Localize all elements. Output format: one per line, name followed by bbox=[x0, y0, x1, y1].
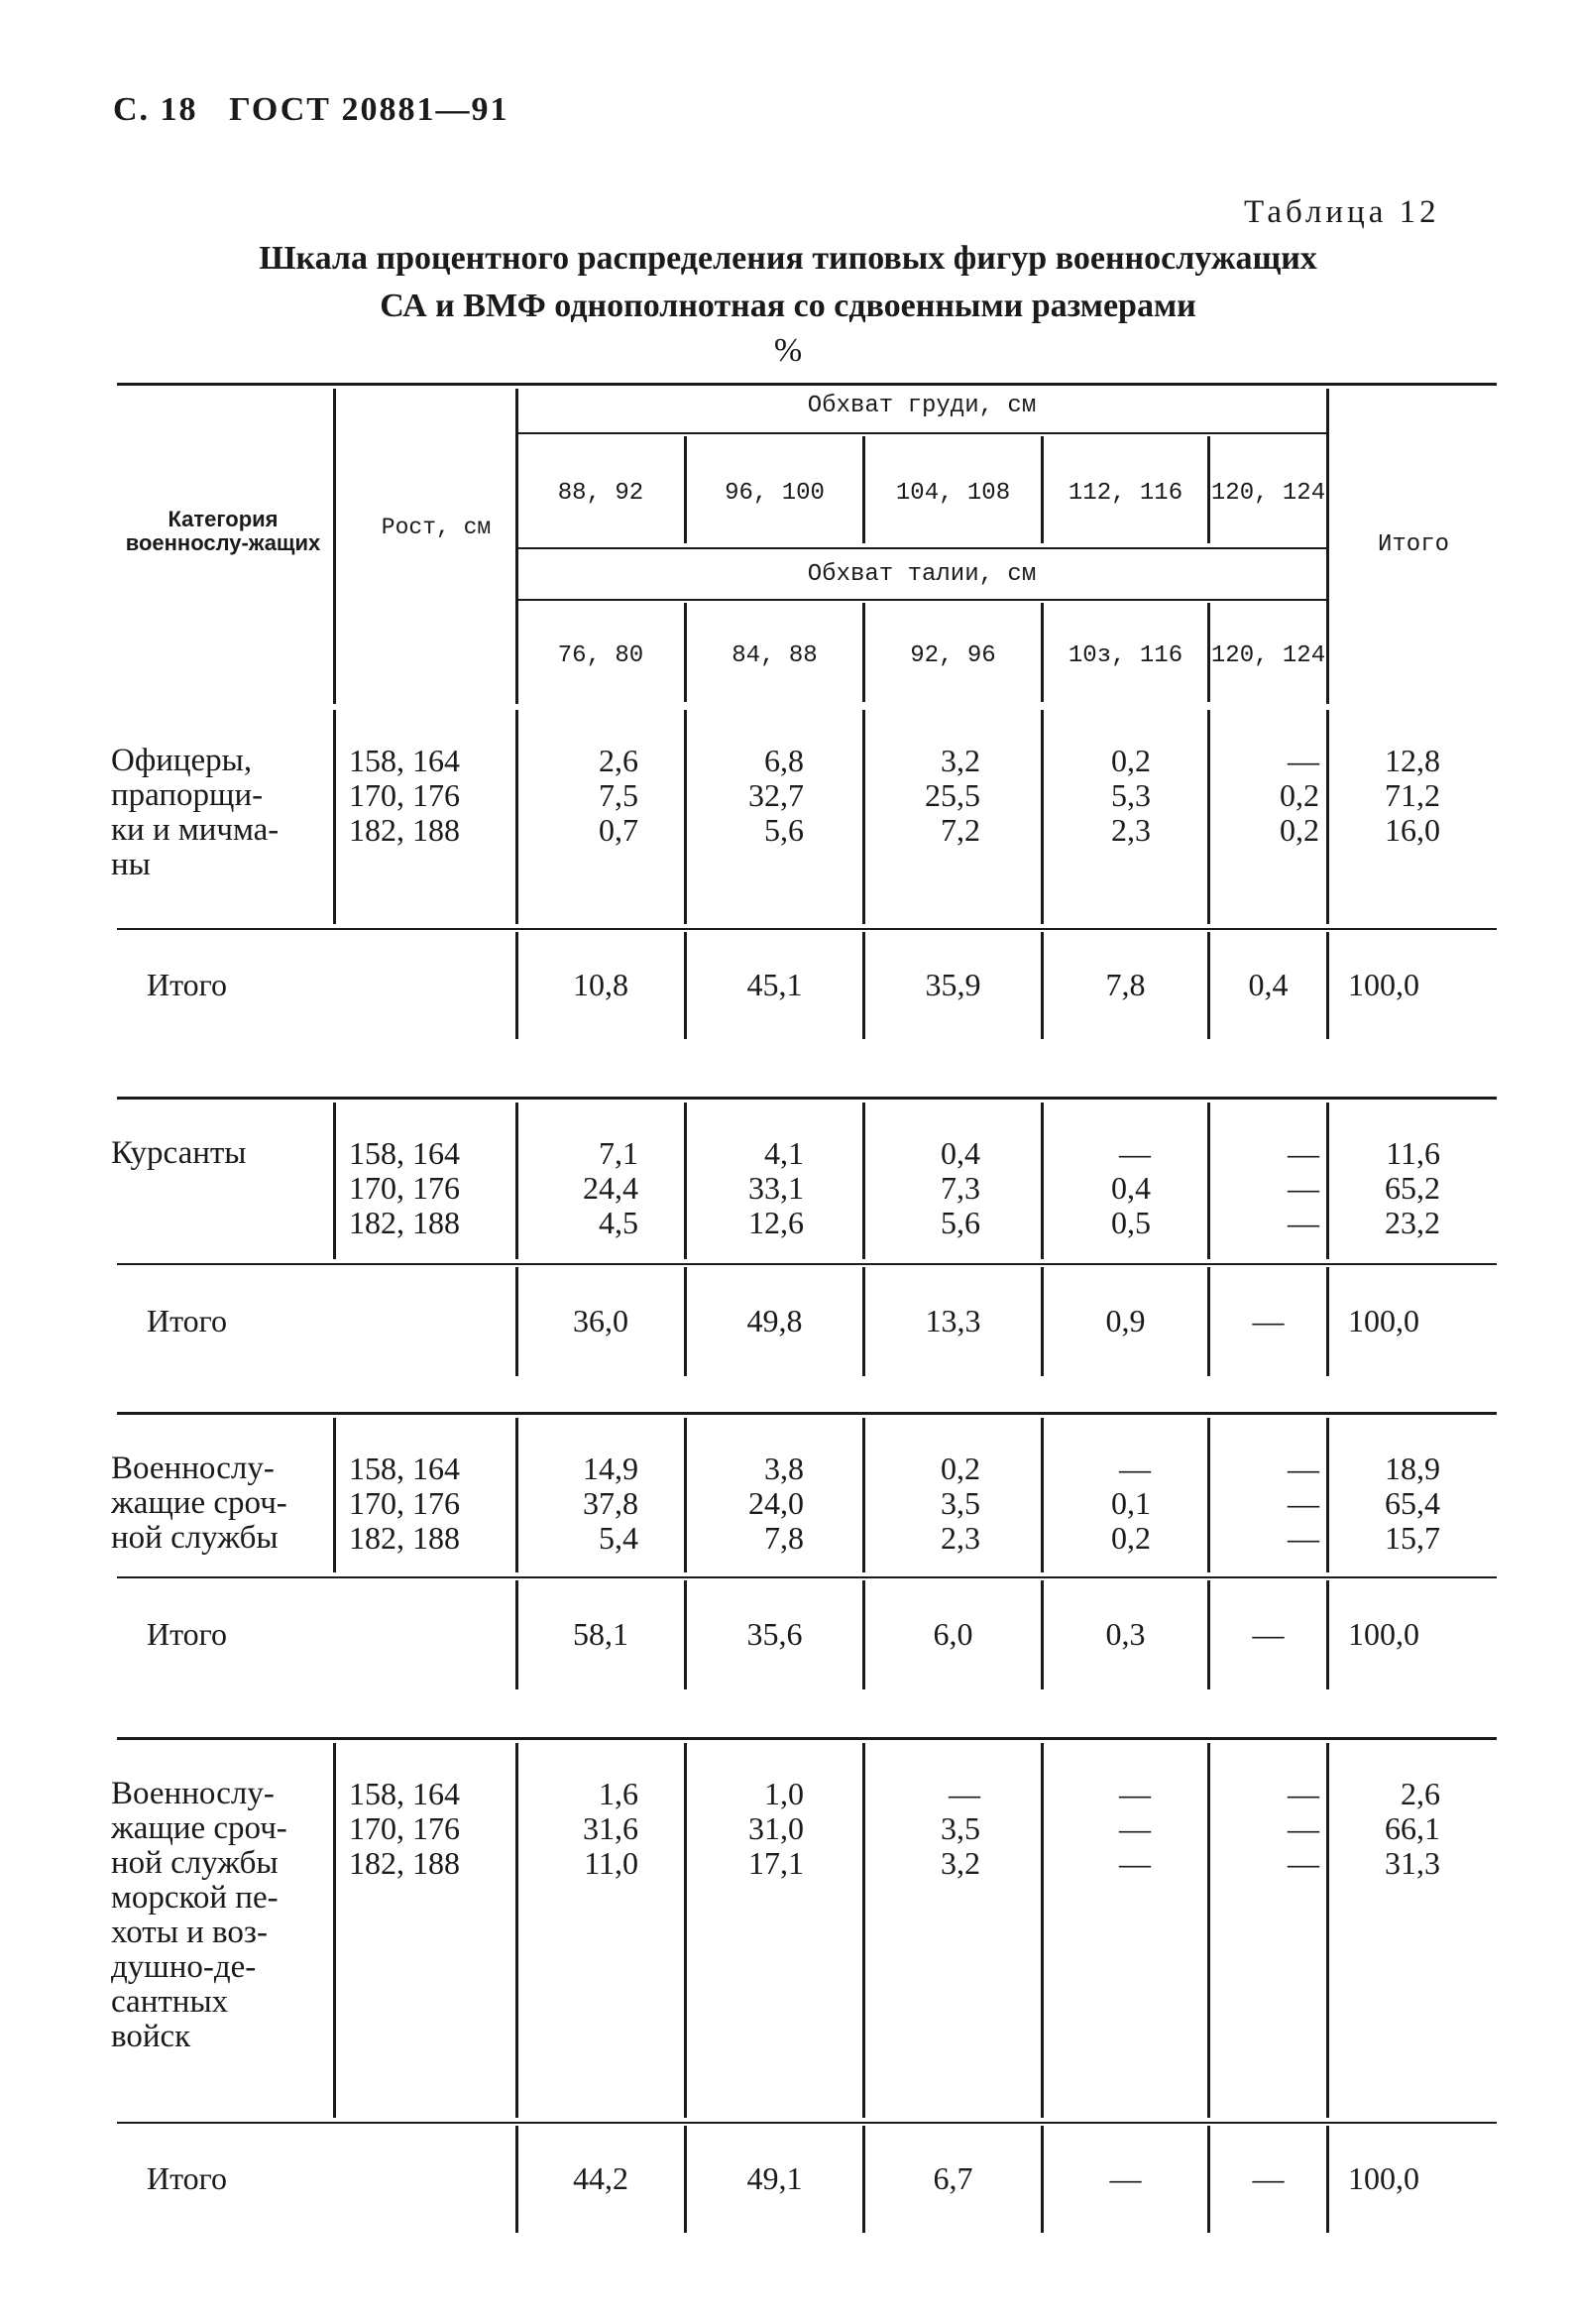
summary-cell: — bbox=[1252, 1303, 1285, 1338]
height-value: 158, 164 bbox=[349, 1135, 460, 1171]
summary-label: Итого bbox=[147, 967, 227, 1002]
data-column bbox=[1329, 1452, 1440, 1556]
header-divider bbox=[333, 389, 336, 704]
category-line: Офицеры, bbox=[111, 743, 253, 778]
data-cell: 65,2 bbox=[1385, 1170, 1440, 1206]
header-chest-5: 120, 124 bbox=[1210, 480, 1326, 507]
data-cell: 71,2 bbox=[1385, 777, 1440, 813]
data-cell: 0,2 bbox=[1111, 1520, 1151, 1556]
summary-cell: 100,0 bbox=[1348, 1616, 1419, 1652]
data-cell: 11,0 bbox=[584, 1845, 638, 1881]
height-value: 182, 188 bbox=[349, 1845, 460, 1881]
data-cell: — bbox=[1288, 1485, 1319, 1521]
data-column bbox=[687, 1452, 804, 1556]
category-line: ки и мичма- bbox=[111, 812, 280, 848]
header-rule bbox=[517, 547, 1326, 549]
unit-label: % bbox=[773, 332, 803, 369]
category-label bbox=[111, 1777, 329, 2054]
data-cell: 7,5 bbox=[599, 777, 638, 813]
summary-cell: 100,0 bbox=[1348, 1303, 1419, 1338]
category-line: жащие сроч- bbox=[111, 1485, 287, 1521]
height-value: 158, 164 bbox=[349, 743, 460, 778]
data-cell: 5,6 bbox=[941, 1205, 980, 1240]
data-cell: 12,6 bbox=[748, 1205, 804, 1240]
data-cell: 31,3 bbox=[1385, 1845, 1440, 1881]
height-value: 170, 176 bbox=[349, 777, 460, 813]
column-divider bbox=[333, 1743, 336, 2118]
category-line: ной службы bbox=[111, 1845, 279, 1881]
summary-cell: 7,8 bbox=[1105, 967, 1146, 1002]
data-column bbox=[1044, 1452, 1151, 1556]
data-cell: 31,0 bbox=[748, 1810, 804, 1846]
data-cell: — bbox=[949, 1776, 980, 1811]
header-waist-group: Обхват талии, см bbox=[807, 561, 1037, 588]
header-waist-1: 76, 80 bbox=[557, 642, 644, 669]
header-chest-group: Обхват груди, см bbox=[807, 393, 1037, 419]
category-line: сантных bbox=[111, 1984, 229, 2020]
data-column bbox=[1329, 744, 1440, 848]
header-chest-3: 104, 108 bbox=[895, 480, 1011, 507]
data-cell: 14,9 bbox=[583, 1451, 638, 1486]
summary-cell: 35,6 bbox=[746, 1616, 803, 1652]
header-waist-2: 84, 88 bbox=[732, 642, 818, 669]
table-title-line1: Шкала процентного распределения типовых фигур военнослужащих bbox=[259, 240, 1317, 277]
summary-cell: 45,1 bbox=[746, 967, 803, 1002]
data-cell: — bbox=[1288, 1170, 1319, 1206]
height-value: 182, 188 bbox=[349, 1520, 460, 1556]
data-cell: 0,2 bbox=[1280, 777, 1319, 813]
data-cell: 0,2 bbox=[941, 1451, 980, 1486]
height-values bbox=[349, 1452, 498, 1556]
data-column bbox=[687, 1777, 804, 1881]
data-cell: 0,4 bbox=[1111, 1170, 1151, 1206]
data-cell: 4,5 bbox=[599, 1205, 638, 1240]
data-column bbox=[517, 1777, 638, 1881]
section-rule bbox=[117, 1412, 1497, 1415]
summary-cell: 13,3 bbox=[925, 1303, 981, 1338]
category-line: войск bbox=[111, 2019, 191, 2054]
data-cell: — bbox=[1288, 1810, 1319, 1846]
summary-cell: 10,8 bbox=[573, 967, 628, 1002]
data-cell: 7,1 bbox=[599, 1135, 638, 1171]
summary-cell: 100,0 bbox=[1348, 2160, 1419, 2196]
category-label bbox=[111, 1136, 329, 1171]
data-cell: 1,6 bbox=[599, 1776, 638, 1811]
summary-cell: 35,9 bbox=[925, 967, 981, 1002]
category-line: Курсанты bbox=[111, 1135, 247, 1171]
height-value: 182, 188 bbox=[349, 1205, 460, 1240]
data-cell: 37,8 bbox=[583, 1485, 638, 1521]
height-values bbox=[349, 1136, 498, 1240]
summary-cell: 100,0 bbox=[1348, 967, 1419, 1002]
category-line: жащие сроч- bbox=[111, 1810, 287, 1846]
data-cell: 7,8 bbox=[764, 1520, 804, 1556]
summary-cell: 49,8 bbox=[746, 1303, 803, 1338]
column-divider bbox=[333, 1418, 336, 1572]
table-label: Таблица 12 bbox=[1244, 194, 1440, 230]
data-cell: — bbox=[1288, 1776, 1319, 1811]
data-cell: — bbox=[1288, 1451, 1319, 1486]
height-value: 170, 176 bbox=[349, 1485, 460, 1521]
data-cell: 1,0 bbox=[764, 1776, 804, 1811]
data-cell: 23,2 bbox=[1385, 1205, 1440, 1240]
data-cell: — bbox=[1119, 1451, 1151, 1486]
height-value: 158, 164 bbox=[349, 1776, 460, 1811]
data-cell: 0,2 bbox=[1111, 743, 1151, 778]
data-cell: 15,7 bbox=[1385, 1520, 1440, 1556]
data-cell: 17,1 bbox=[748, 1845, 804, 1881]
category-line: ной службы bbox=[111, 1520, 279, 1556]
data-cell: — bbox=[1288, 1205, 1319, 1240]
data-column bbox=[517, 1452, 638, 1556]
data-cell: 31,6 bbox=[583, 1810, 638, 1846]
data-cell: 24,4 bbox=[583, 1170, 638, 1206]
data-column bbox=[1044, 1136, 1151, 1240]
data-cell: 0,5 bbox=[1111, 1205, 1151, 1240]
summary-cell: 0,3 bbox=[1105, 1616, 1146, 1652]
summary-cell: 6,7 bbox=[933, 2160, 973, 2196]
data-cell: 7,3 bbox=[941, 1170, 980, 1206]
data-cell: — bbox=[1288, 1845, 1319, 1881]
column-divider bbox=[333, 1103, 336, 1259]
data-cell: — bbox=[1288, 743, 1319, 778]
data-column bbox=[865, 1777, 980, 1881]
data-column bbox=[1044, 744, 1151, 848]
data-cell: 33,1 bbox=[748, 1170, 804, 1206]
height-values bbox=[349, 744, 498, 848]
data-cell: 0,4 bbox=[941, 1135, 980, 1171]
data-cell: 3,2 bbox=[941, 743, 980, 778]
header-total: Итого bbox=[1377, 531, 1449, 558]
header-chest-4: 112, 116 bbox=[1068, 480, 1183, 507]
data-column bbox=[1210, 1136, 1319, 1240]
summary-rule bbox=[117, 928, 1497, 930]
data-cell: 66,1 bbox=[1385, 1810, 1440, 1846]
header-waist-4: 10з, 116 bbox=[1068, 642, 1183, 669]
summary-label: Итого bbox=[147, 1303, 227, 1338]
table-top-rule bbox=[117, 383, 1497, 386]
data-column bbox=[687, 1136, 804, 1240]
summary-label: Итого bbox=[147, 1616, 227, 1652]
table-title-line2: СА и ВМФ однополнотная со сдвоенными размерами bbox=[380, 288, 1196, 324]
summary-cell: 44,2 bbox=[573, 2160, 628, 2196]
header-rule bbox=[517, 432, 1326, 434]
summary-rule bbox=[117, 1263, 1497, 1265]
data-cell: 16,0 bbox=[1385, 812, 1440, 848]
data-cell: 0,7 bbox=[599, 812, 638, 848]
data-cell: 5,4 bbox=[599, 1520, 638, 1556]
height-value: 158, 164 bbox=[349, 1451, 460, 1486]
data-cell: 2,3 bbox=[941, 1520, 980, 1556]
data-cell: 7,2 bbox=[941, 812, 980, 848]
category-label bbox=[111, 744, 329, 882]
header-waist-5: 120, 124 bbox=[1210, 642, 1326, 669]
summary-cell: 6,0 bbox=[933, 1616, 973, 1652]
header-waist-3: 92, 96 bbox=[910, 642, 996, 669]
data-cell: 3,5 bbox=[941, 1485, 980, 1521]
summary-cell: 0,4 bbox=[1248, 967, 1289, 1002]
height-values bbox=[349, 1777, 498, 1881]
header-height: Рост, см bbox=[381, 515, 492, 540]
data-column bbox=[1044, 1777, 1151, 1881]
summary-cell: 49,1 bbox=[746, 2160, 803, 2196]
section-rule bbox=[117, 1737, 1497, 1740]
data-column bbox=[865, 1136, 980, 1240]
data-cell: 5,6 bbox=[764, 812, 804, 848]
summary-cell: — bbox=[1252, 1616, 1285, 1652]
summary-cell: 0,9 bbox=[1105, 1303, 1146, 1338]
standard-number: ГОСТ 20881—91 bbox=[229, 91, 509, 128]
data-cell: 0,2 bbox=[1280, 812, 1319, 848]
data-cell: 5,3 bbox=[1111, 777, 1151, 813]
data-cell: — bbox=[1288, 1520, 1319, 1556]
data-column bbox=[517, 1136, 638, 1240]
data-cell: 32,7 bbox=[748, 777, 804, 813]
summary-rule bbox=[117, 1576, 1497, 1578]
category-line: морской пе- bbox=[111, 1880, 279, 1916]
header-chest-1: 88, 92 bbox=[557, 480, 644, 507]
summary-cell: — bbox=[1109, 2160, 1142, 2196]
data-cell: 3,8 bbox=[764, 1451, 804, 1486]
data-cell: 2,6 bbox=[599, 743, 638, 778]
category-line: душно-де- bbox=[111, 1949, 257, 1985]
data-column bbox=[865, 744, 980, 848]
data-column bbox=[1329, 1777, 1440, 1881]
summary-cell: 36,0 bbox=[573, 1303, 628, 1338]
category-line: прапорщи- bbox=[111, 777, 264, 813]
data-cell: — bbox=[1119, 1810, 1151, 1846]
data-cell: — bbox=[1119, 1776, 1151, 1811]
data-cell: — bbox=[1288, 1135, 1319, 1171]
data-cell: 65,4 bbox=[1385, 1485, 1440, 1521]
data-cell: 24,0 bbox=[748, 1485, 804, 1521]
category-label bbox=[111, 1452, 329, 1556]
data-cell: 12,8 bbox=[1385, 743, 1440, 778]
category-line: Военнослу- bbox=[111, 1776, 275, 1811]
height-value: 170, 176 bbox=[349, 1170, 460, 1206]
data-cell: 6,8 bbox=[764, 743, 804, 778]
data-cell: 3,2 bbox=[941, 1845, 980, 1881]
data-cell: 2,3 bbox=[1111, 812, 1151, 848]
data-cell: 0,1 bbox=[1111, 1485, 1151, 1521]
category-line: ны bbox=[111, 847, 151, 882]
category-line: Военнослу- bbox=[111, 1451, 275, 1486]
data-column bbox=[1210, 1777, 1319, 1881]
category-line: хоты и воз- bbox=[111, 1915, 268, 1950]
data-cell: — bbox=[1119, 1135, 1151, 1171]
data-cell: 11,6 bbox=[1386, 1135, 1440, 1171]
page-number: С. 18 ГОСТ 20881—91 bbox=[113, 91, 509, 128]
header-chest-2: 96, 100 bbox=[725, 480, 825, 507]
data-column bbox=[687, 744, 804, 848]
column-divider bbox=[333, 710, 336, 924]
data-cell: 2,6 bbox=[1401, 1776, 1440, 1811]
summary-cell: — bbox=[1252, 2160, 1285, 2196]
data-cell: 18,9 bbox=[1385, 1451, 1440, 1486]
section-rule bbox=[117, 1097, 1497, 1100]
height-value: 182, 188 bbox=[349, 812, 460, 848]
header-category: Категория военнослу-жащих bbox=[125, 507, 321, 555]
data-cell: — bbox=[1119, 1845, 1151, 1881]
data-cell: 4,1 bbox=[764, 1135, 804, 1171]
summary-rule bbox=[117, 2122, 1497, 2124]
data-cell: 25,5 bbox=[925, 777, 980, 813]
summary-cell: 58,1 bbox=[573, 1616, 628, 1652]
summary-label: Итого bbox=[147, 2160, 227, 2196]
header-rule bbox=[517, 599, 1326, 601]
data-column bbox=[865, 1452, 980, 1556]
height-value: 170, 176 bbox=[349, 1810, 460, 1846]
data-column bbox=[1329, 1136, 1440, 1240]
data-column bbox=[1210, 744, 1319, 848]
data-cell: 3,5 bbox=[941, 1810, 980, 1846]
data-column bbox=[517, 744, 638, 848]
data-column bbox=[1210, 1452, 1319, 1556]
